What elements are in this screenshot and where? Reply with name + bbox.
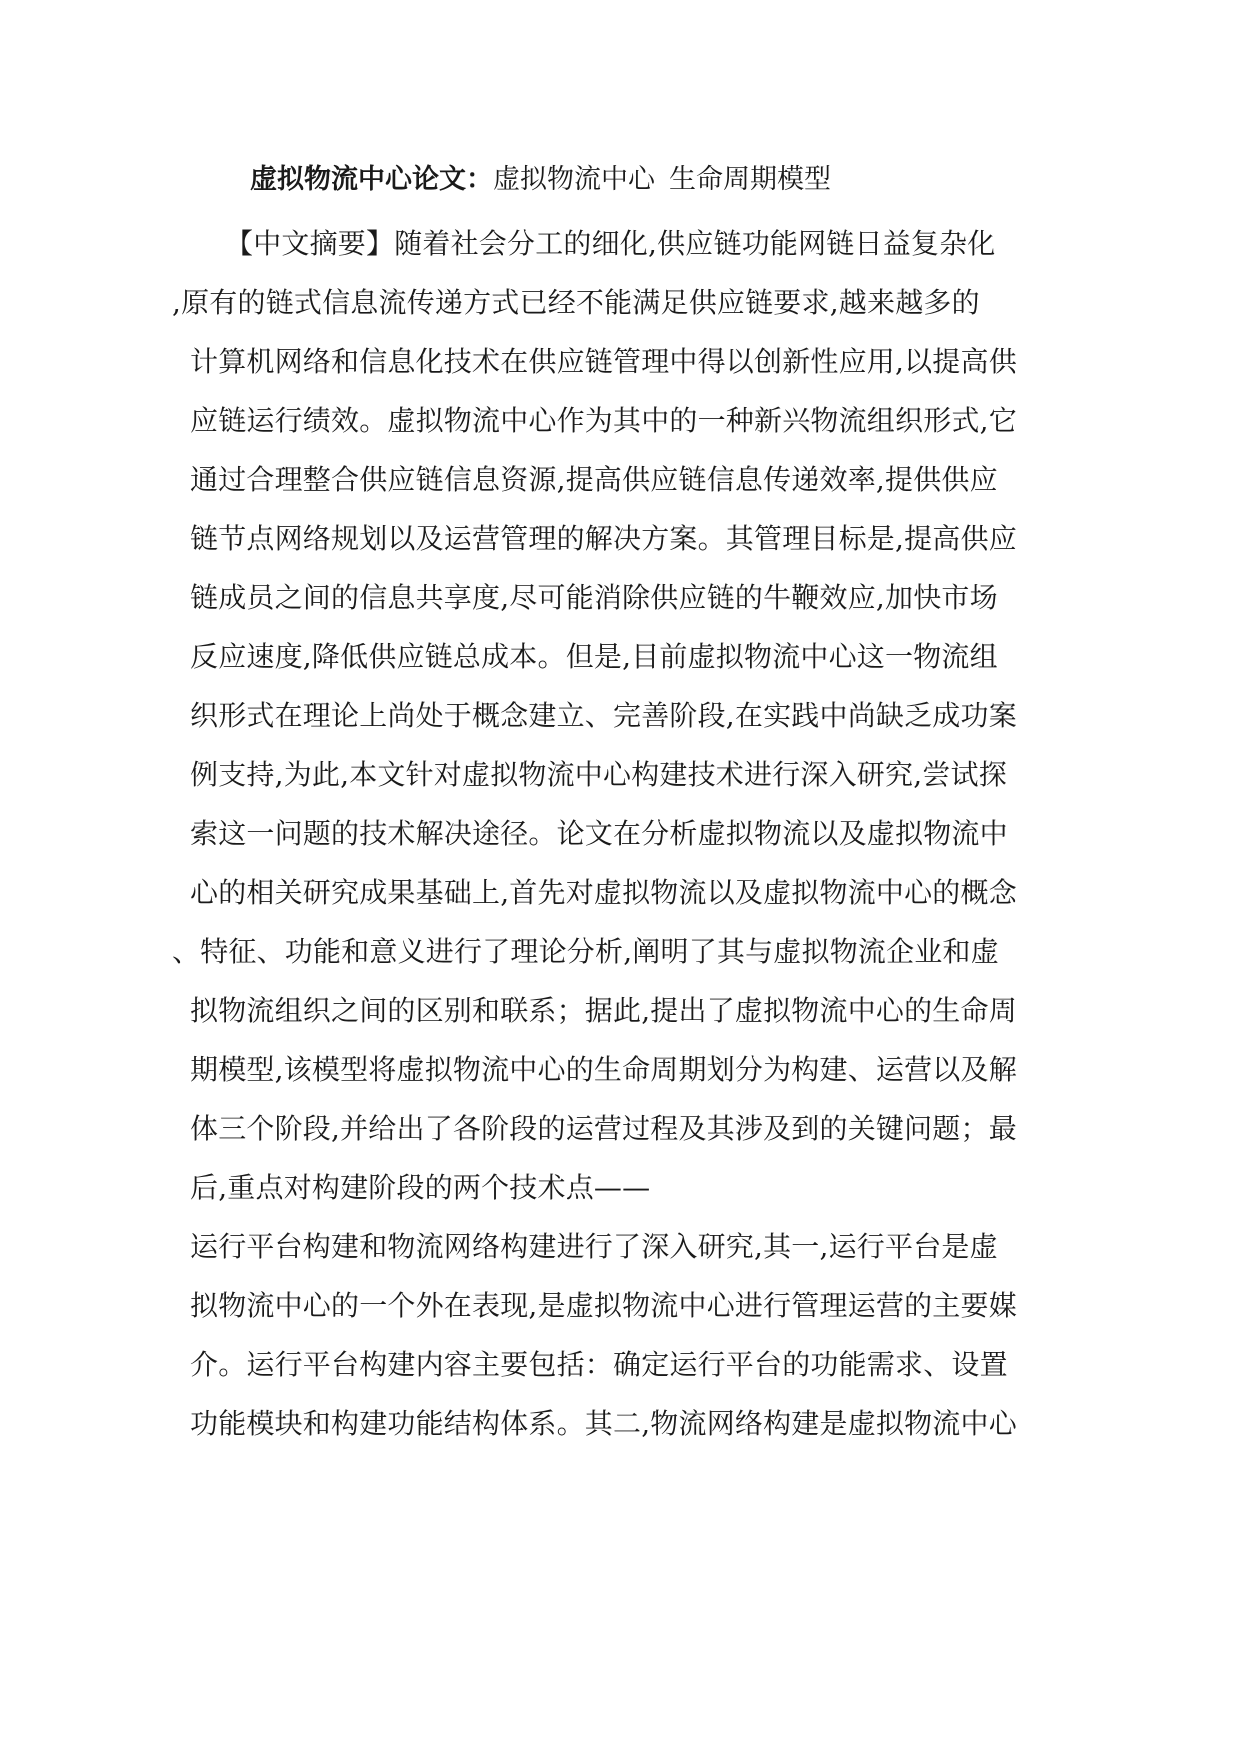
text-line: 运行平台构建和物流网络构建进行了深入研究,其一,运行平台是虚 [190, 1230, 998, 1263]
text-line: 期模型,该模型将虚拟物流中心的生命周期划分为构建、运营以及解 [190, 1053, 1017, 1086]
text-line: 链节点网络规划以及运营管理的解决方案。其管理目标是,提高供应 [190, 522, 1017, 555]
text-line: 【中文摘要】随着社会分工的细化,供应链功能网链日益复杂化 [225, 227, 996, 260]
title-keyword-2: 生命周期模型 [669, 164, 831, 195]
text-line: 介。运行平台构建内容主要包括：确定运行平台的功能需求、设置 [190, 1348, 1008, 1381]
text-line: ,原有的链式信息流传递方式已经不能满足供应链要求,越来越多的 [172, 286, 980, 319]
title-label: 虚拟物流中心论文： [250, 164, 493, 195]
text-line: 、特征、功能和意义进行了理论分析,阐明了其与虚拟物流企业和虚 [172, 935, 999, 968]
text-line: 功能模块和构建功能结构体系。其二,物流网络构建是虚拟物流中心 [190, 1407, 1017, 1440]
text-line: 拟物流中心的一个外在表现,是虚拟物流中心进行管理运营的主要媒 [190, 1289, 1017, 1322]
text-line: 通过合理整合供应链信息资源,提高供应链信息传递效率,提供供应 [190, 463, 998, 496]
page-title [250, 160, 831, 200]
text-line: 拟物流组织之间的区别和联系；据此,提出了虚拟物流中心的生命周 [190, 994, 1017, 1027]
text-line: 反应速度,降低供应链总成本。但是,目前虚拟物流中心这一物流组 [190, 640, 998, 673]
text-line: 织形式在理论上尚处于概念建立、完善阶段,在实践中尚缺乏成功案 [190, 699, 1017, 732]
text-line: 计算机网络和信息化技术在供应链管理中得以创新性应用,以提高供 [190, 345, 1017, 378]
text-line: 应链运行绩效。虚拟物流中心作为其中的一种新兴物流组织形式,它 [190, 404, 1017, 437]
text-line: 体三个阶段,并给出了各阶段的运营过程及其涉及到的关键问题；最 [190, 1112, 1017, 1145]
text-line: 例支持,为此,本文针对虚拟物流中心构建技术进行深入研究,尝试探 [190, 758, 1007, 791]
text-line: 链成员之间的信息共享度,尽可能消除供应链的牛鞭效应,加快市场 [190, 581, 998, 614]
text-line: 心的相关研究成果基础上,首先对虚拟物流以及虚拟物流中心的概念 [190, 876, 1017, 909]
title-keyword-1: 虚拟物流中心 [493, 164, 655, 195]
text-line: 索这一问题的技术解决途径。论文在分析虚拟物流以及虚拟物流中 [190, 817, 1008, 850]
text-line: 后,重点对构建阶段的两个技术点—— [190, 1171, 651, 1204]
